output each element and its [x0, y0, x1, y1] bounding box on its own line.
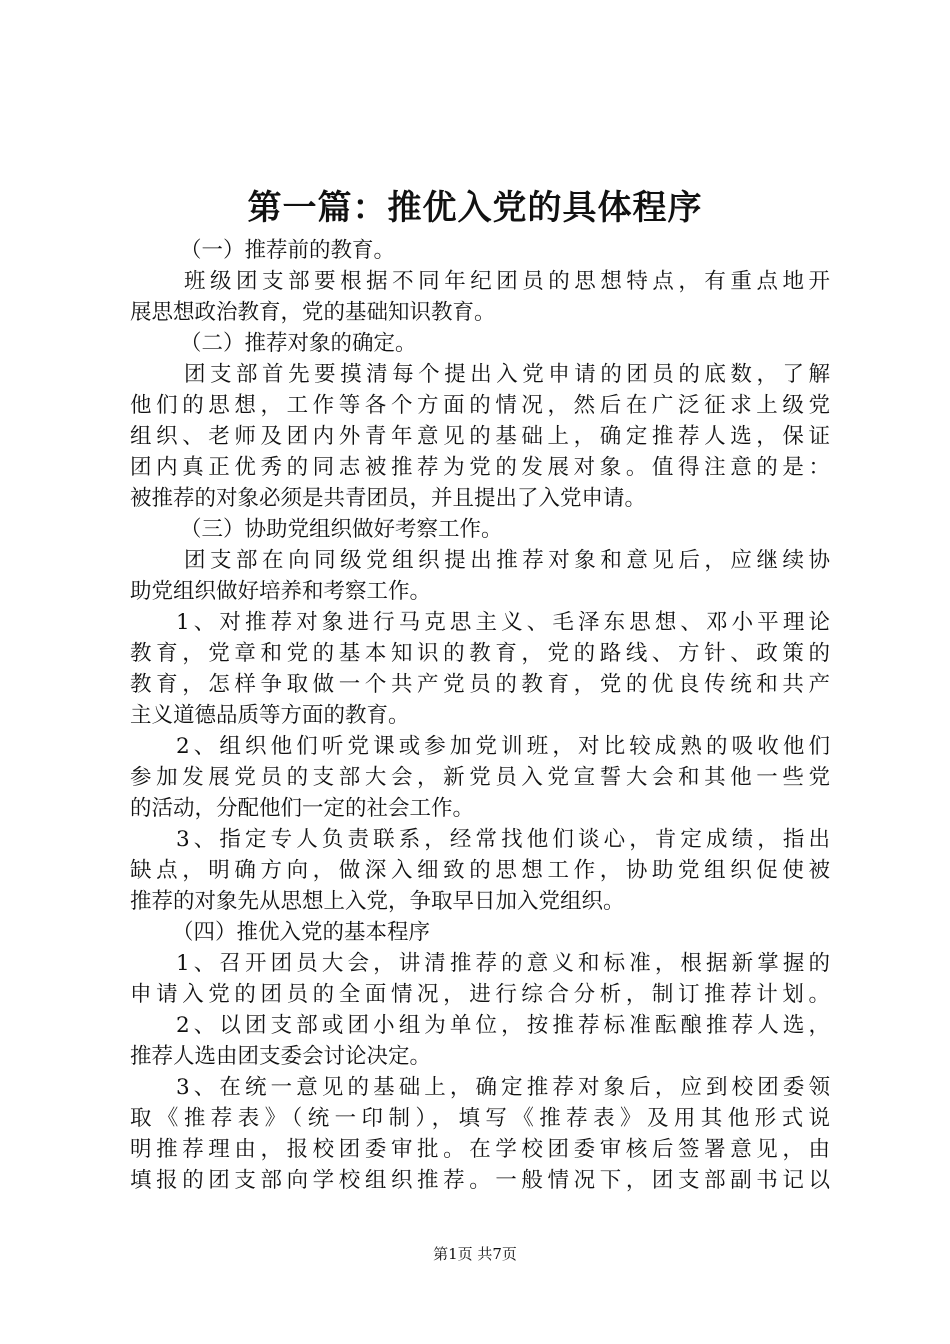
text-line: （二）推荐对象的确定。 — [180, 331, 417, 356]
text-line: 参加发展党员的支部大会，新党员入党宣誓大会和其他一些党 — [130, 765, 830, 790]
text-line: 推荐的对象先从思想上入党，争取早日加入党组织。 — [130, 889, 625, 914]
text-line: 团内真正优秀的同志被推荐为党的发展对象。值得注意的是： — [130, 455, 830, 480]
text-line: 助党组织做好培养和考察工作。 — [130, 579, 432, 604]
text-line: 组织、老师及团内外青年意见的基础上，确定推荐人选，保证 — [130, 424, 830, 449]
text-line: 的活动，分配他们一定的社会工作。 — [130, 796, 475, 821]
page-footer: 第1页 共7页 — [433, 1245, 517, 1263]
text-line: 被推荐的对象必须是共青团员，并且提出了入党申请。 — [130, 486, 647, 511]
text-line: 团支部首先要摸清每个提出入党申请的团员的底数，了解 — [184, 362, 830, 387]
text-line: 申请入党的团员的全面情况，进行综合分析，制订推荐计划。 — [130, 982, 830, 1007]
text-line: 3、指定专人负责联系，经常找他们谈心，肯定成绩，指出 — [176, 827, 830, 852]
text-line: （一）推荐前的教育。 — [180, 238, 396, 263]
text-line: 班级团支部要根据不同年纪团员的思想特点，有重点地开 — [184, 269, 830, 294]
text-line: 展思想政治教育，党的基础知识教育。 — [130, 300, 496, 325]
text-line: 团支部在向同级党组织提出推荐对象和意见后，应继续协 — [184, 548, 830, 573]
text-line: （三）协助党组织做好考察工作。 — [180, 517, 503, 542]
text-line: 推荐人选由团支委会讨论决定。 — [130, 1044, 432, 1069]
text-line: 1、召开团员大会，讲清推荐的意义和标准，根据新掌握的 — [176, 951, 830, 976]
text-line: 3、在统一意见的基础上，确定推荐对象后，应到校团委领 — [176, 1075, 830, 1100]
text-line: 2、组织他们听党课或参加党训班，对比较成熟的吸收他们 — [176, 734, 830, 759]
text-line: 明推荐理由，报校团委审批。在学校团委审核后签署意见，由 — [130, 1137, 830, 1162]
text-line: 主义道德品质等方面的教育。 — [130, 703, 410, 728]
text-line: 2、以团支部或团小组为单位，按推荐标准酝酿推荐人选， — [176, 1013, 830, 1038]
text-line: 教育，党章和党的基本知识的教育，党的路线、方针、政策的 — [130, 641, 830, 666]
text-line: 缺点，明确方向，做深入细致的思想工作，协助党组织促使被 — [130, 858, 830, 883]
text-line: （四）推优入党的基本程序 — [172, 920, 431, 945]
text-line: 1、对推荐对象进行马克思主义、毛泽东思想、邓小平理论 — [176, 610, 830, 635]
text-line: 取《推荐表》（统一印制），填写《推荐表》及用其他形式说 — [130, 1106, 830, 1131]
document-title: 第一篇：推优入党的具体程序 — [247, 188, 703, 228]
document-body — [130, 235, 830, 1196]
text-line: 他们的思想，工作等各个方面的情况，然后在广泛征求上级党 — [130, 393, 830, 418]
text-line: 填报的团支部向学校组织推荐。一般情况下，团支部副书记以 — [130, 1168, 830, 1193]
text-line: 教育，怎样争取做一个共产党员的教育，党的优良传统和共产 — [130, 672, 830, 697]
